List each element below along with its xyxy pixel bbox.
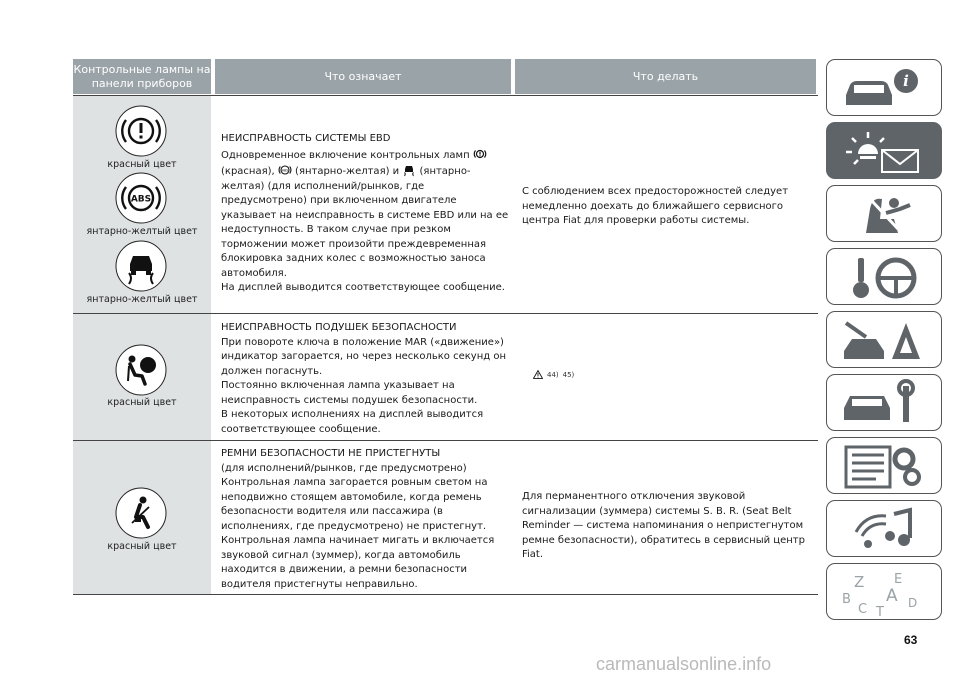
key-steering-icon xyxy=(836,252,932,302)
meaning-paragraph xyxy=(221,147,509,282)
tab-car-info[interactable] xyxy=(826,59,942,116)
page-number: 63 xyxy=(904,633,918,647)
meaning-paragraph: В некоторых исполнениях на дисплей выводится соответствующее сообщение. xyxy=(221,409,484,435)
header-action: Что делать xyxy=(515,59,816,94)
tab-emergency[interactable] xyxy=(826,311,942,368)
reference-note[interactable]: 44) xyxy=(547,370,559,379)
section-title: НЕИСПРАВНОСТЬ СИСТЕМЫ EBD xyxy=(221,133,391,144)
abs-icon xyxy=(278,163,292,177)
section-title: НЕИСПРАВНОСТЬ ПОДУШЕК БЕЗОПАСНОСТИ xyxy=(221,322,457,333)
airbag-icon xyxy=(115,344,167,396)
lamp-color-label: красный цвет xyxy=(107,159,177,170)
tab-technical-data[interactable] xyxy=(826,437,942,494)
meaning-text: (янтарно-желтая) (для исполнений/рынков, где предусмотрено) при включенном двигателе указывает на неисправность в системе EBD или на ее недоступность. В таком случае при резком торможении может произойти преждевременная блокировка задних колес с возможностью заноса автомобиля. xyxy=(221,166,509,279)
index-letter: C xyxy=(858,601,868,617)
lamp-color-label: красный цвет xyxy=(107,397,177,408)
index-letter: A xyxy=(886,585,898,606)
index-letter: E xyxy=(894,571,903,587)
seatbelt-action xyxy=(522,490,814,563)
section-title: РЕМНИ БЕЗОПАСНОСТИ НЕ ПРИСТЕГНУТЫ xyxy=(221,448,441,459)
meaning-text: (янтарно-желтая) и xyxy=(291,166,403,177)
skid-icon xyxy=(115,240,167,292)
skid-icon xyxy=(402,163,416,177)
action-text: С соблюдением всех предосторожностей следует немедленно доехать до ближайшего сервисного центра Fiat для проверки работы системы. xyxy=(522,186,789,226)
warning-triangle-icon xyxy=(533,370,543,379)
index-letter: B xyxy=(842,591,851,607)
warning-references xyxy=(533,370,574,379)
tab-warning-lights[interactable] xyxy=(826,122,942,179)
watermark: carmanualsonline.info xyxy=(596,654,772,674)
tab-multimedia[interactable] xyxy=(826,500,942,557)
abs-icon xyxy=(115,172,167,224)
svg-text:ABS: ABS xyxy=(130,194,152,205)
airbag-meaning xyxy=(221,321,509,437)
seatbelt-meaning xyxy=(221,447,509,592)
meaning-paragraph: Контрольная лампа начинает мигать и включается звуковой сигнал (зуммер), когда автомобиль находится в движении, а ремни безопасности водителя пристегнуты неправильно. xyxy=(221,535,495,590)
tab-starting-driving[interactable] xyxy=(826,248,942,305)
header-lamps: Контрольные лампы на панели приборов xyxy=(73,59,211,94)
warning-lights-icon xyxy=(836,126,932,176)
tab-safety[interactable] xyxy=(826,185,942,242)
row-divider xyxy=(73,440,818,441)
car-info-icon xyxy=(836,63,932,113)
svg-text:ABS: ABS xyxy=(281,168,289,173)
meaning-text: Одновременное включение контрольных ламп xyxy=(221,149,473,161)
meaning-paragraph: Контрольная лампа загорается ровным светом на неподвижно стоящем автомобиле, когда ремень безопасности водителя или пассажира (в исполнениях, где предусмотрено) не пристегнут. xyxy=(221,477,488,532)
lamp-color-label: красный цвет xyxy=(107,541,177,552)
reference-note[interactable]: 45) xyxy=(562,370,575,379)
index-letter: D xyxy=(908,595,918,610)
brake-warning-icon xyxy=(473,147,487,161)
meaning-paragraph: Постоянно включенная лампа указывает на неисправность системы подушек безопасности. xyxy=(221,380,478,406)
lamp-color-label: янтарно-желтый цвет xyxy=(86,226,198,237)
row-divider xyxy=(73,95,818,96)
header-meaning: Что означает xyxy=(215,59,511,94)
emergency-triangle-icon xyxy=(836,315,932,365)
meaning-paragraph: При повороте ключа в положение MAR («движение») индикатор загорается, но через несколько секунд он должен погаснуть. xyxy=(221,336,506,377)
brake-warning-icon xyxy=(115,105,167,157)
index-letter: Z xyxy=(854,572,865,591)
index-letters-icon xyxy=(836,567,932,617)
row-divider xyxy=(73,313,818,314)
tab-index[interactable] xyxy=(826,563,942,620)
safety-seat-icon xyxy=(836,189,932,239)
car-maintenance-icon xyxy=(836,378,932,428)
ebd-action xyxy=(522,185,814,229)
tab-maintenance[interactable] xyxy=(826,374,942,431)
action-text: Для перманентного отключения звуковой сигнализации (зуммера) системы S. B. R. (Seat Belt Reminder — система напоминания о непристегнутом ремне безопасности), обратитесь в сервисный центр Fiat. xyxy=(522,491,805,560)
row-divider xyxy=(73,594,818,595)
seatbelt-icon xyxy=(115,487,167,539)
index-letter: T xyxy=(876,604,884,617)
meaning-text: (красная), xyxy=(221,166,278,177)
svg-text:i: i xyxy=(903,71,909,90)
technical-data-icon xyxy=(836,441,932,491)
meaning-paragraph: На дисплей выводится соответствующее сообщение. xyxy=(221,282,505,293)
lamp-color-label: янтарно-желтый цвет xyxy=(86,294,198,305)
ebd-meaning xyxy=(221,132,509,296)
multimedia-icon xyxy=(836,504,932,554)
meaning-paragraph: (для исполнений/рынков, где предусмотрено) xyxy=(221,462,467,474)
